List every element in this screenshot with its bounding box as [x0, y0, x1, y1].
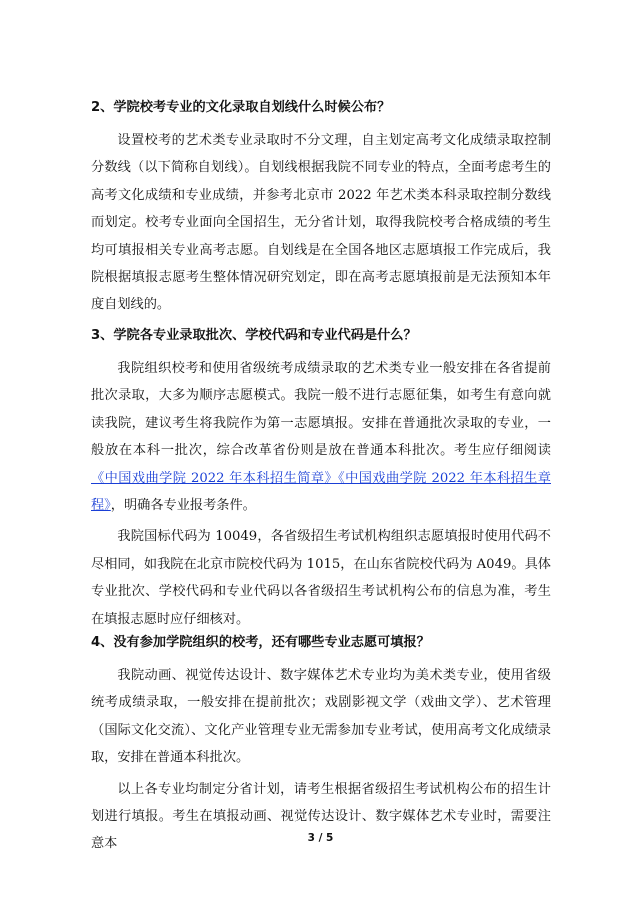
- section-heading: 2、学院校考专业的文化录取自划线什么时候公布？: [91, 100, 391, 115]
- paragraph-text: ，明确各专业报考条件。: [110, 498, 256, 514]
- section-2: [91, 98, 551, 319]
- section-heading: 3、学院各专业录取批次、学校代码和专业代码是什么？: [91, 328, 417, 343]
- paragraph: 我院动画、视觉传达设计、数字媒体艺术专业均为美术类专业，使用省级统考成绩录取，一般安排在提前批次；戏剧影视文学（戏曲文学）、艺术管理（国际文化交流）、文化产业管理专业无需参加专业考试，使用高考文化成绩录取，安排在普通本科批次。: [91, 668, 551, 766]
- section-heading: 4、没有参加学院组织的校考，还有哪些专业志愿可填报？: [91, 635, 430, 650]
- paragraph: [91, 355, 551, 519]
- page-number: 3 / 5: [307, 832, 334, 844]
- section-4: [91, 633, 551, 858]
- paragraph: 设置校考的艺术类专业录取时不分文理，自主划定高考文化成绩录取控制分数线（以下简称自划线）。自划线根据我院不同专业的特点，全面考虑考生的高考文化成绩和专业成绩，并参考北京市 2022 年艺术类本科录取控制分数线而划定。校考专业面向全国招生，无分省计划，取得我院校考合格成绩的考生均可填报相关专业高考志愿。自划线是在全国各地区志愿填报工作完成后，我院根据填报志愿考生整体情况研究划定，即在高考志愿填报前是无法预知本年度自划线的。: [91, 133, 551, 313]
- admission-brochure-link[interactable]: 《中国戏曲学院 2022 年本科招生简章》《中国戏曲学院 2022 年本科招生章程》: [91, 470, 551, 514]
- paragraph-text: 我院组织校考和使用省级统考成绩录取的艺术类专业一般安排在各省提前批次录取，大多为顺序志愿模式。我院一般不进行志愿征集，如考生有意向就读我院，建议考生将我院作为第一志愿填报。安排在普通批次录取的专业，一般放在本科一批次，综合改革省份则是放在普通本科批次。考生应仔细阅读: [91, 361, 551, 459]
- paragraph: 以上各专业均制定分省计划，请考生根据省级招生考试机构公布的招生计划进行填报。考生在填报动画、视觉传达设计、数字媒体艺术专业时，需要注意本: [91, 781, 551, 852]
- section-3: [91, 326, 551, 633]
- paragraph: 我院国标代码为 10049，各省级招生考试机构组织志愿填报时使用代码不尽相同，如我院在北京市院校代码为 1015，在山东省院校代码为 A049。具体专业批次、学校代码和专业代码以各省级招生考试机构公布的信息为准，考生在填报志愿时应仔细核对。: [91, 529, 551, 627]
